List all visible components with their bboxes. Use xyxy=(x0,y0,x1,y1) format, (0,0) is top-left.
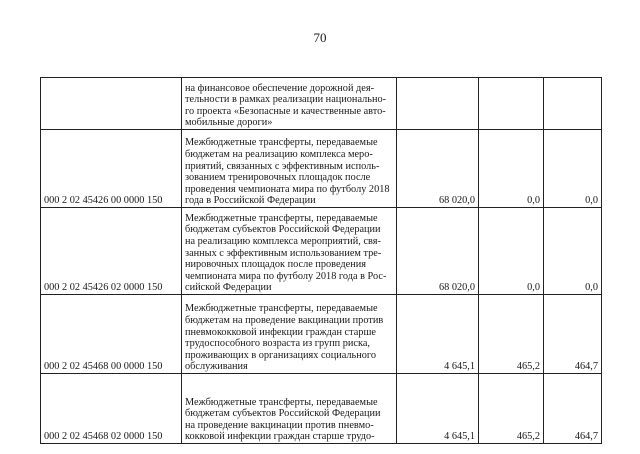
amount-2020-cell: 465,2 xyxy=(479,374,544,444)
description-cell xyxy=(182,374,397,444)
table-row xyxy=(41,295,602,374)
amount-2020-cell: 0,0 xyxy=(479,208,544,295)
amount-2021-cell xyxy=(544,78,602,130)
description-line: тельности в рамках реализации национально- xyxy=(185,94,387,106)
description-line: бюджетам на проведение вакцинации против xyxy=(185,315,384,327)
amount-2019-cell xyxy=(397,78,479,130)
budget-code-cell: 000 2 02 45426 02 0000 150 xyxy=(41,208,182,295)
table-row xyxy=(41,78,602,130)
description-line: пневмококковой инфекции граждан старше xyxy=(185,326,376,338)
description-line: на финансовое обеспечение дорожной дея- xyxy=(185,82,375,94)
description-line: трудоспособного возраста из групп риска, xyxy=(185,338,370,350)
table-row xyxy=(41,208,602,295)
description-line: го проекта «Безопасные и качественные авто- xyxy=(185,105,386,117)
amount-2021-cell: 464,7 xyxy=(544,374,602,444)
amount-2021-cell: 0,0 xyxy=(544,130,602,208)
description-line: проживающих в организациях социального xyxy=(185,349,376,361)
description-line: зованием тренировочных площадок после xyxy=(185,172,371,184)
description-line: мобильные дороги» xyxy=(185,117,273,129)
amount-2021-cell: 464,7 xyxy=(544,295,602,374)
description-line: кокковой инфекции граждан старше трудо- xyxy=(185,431,375,443)
description-line: обслуживания xyxy=(185,361,248,373)
table-row xyxy=(41,374,602,444)
description-line: Межбюджетные трансферты, передаваемые xyxy=(185,396,378,408)
budget-code-cell: 000 2 02 45468 00 0000 150 xyxy=(41,295,182,374)
budget-code-cell: 000 2 02 45468 02 0000 150 xyxy=(41,374,182,444)
description-line: Межбюджетные трансферты, передаваемые xyxy=(185,212,378,224)
page-number: 70 xyxy=(313,30,327,45)
description-line: Межбюджетные трансферты, передаваемые xyxy=(185,303,378,315)
description-line: бюджетам субъектов Российской Федерации xyxy=(185,408,381,420)
budget-code-cell: 000 2 02 45426 00 0000 150 xyxy=(41,130,182,208)
amount-2020-cell: 0,0 xyxy=(479,130,544,208)
table-row xyxy=(41,130,602,208)
description-line: бюджетам на реализацию комплекса меро- xyxy=(185,149,373,161)
description-cell xyxy=(182,78,397,130)
amount-2020-cell: 465,2 xyxy=(479,295,544,374)
description-line: Межбюджетные трансферты, передаваемые xyxy=(185,137,378,149)
description-cell xyxy=(182,130,397,208)
amount-2019-cell: 68 020,0 xyxy=(397,208,479,295)
description-line: бюджетам субъектов Российской Федерации xyxy=(185,224,381,236)
amount-2020-cell xyxy=(479,78,544,130)
amount-2021-cell: 0,0 xyxy=(544,208,602,295)
budget-code-cell xyxy=(41,78,182,130)
description-cell xyxy=(182,295,397,374)
amount-2019-cell: 4 645,1 xyxy=(397,295,479,374)
description-line: чемпионата мира по футболу 2018 года в Рос- xyxy=(185,270,387,282)
description-line: проведения чемпионата мира по футболу 2018 xyxy=(185,183,390,195)
description-line: на проведение вакцинации против пневмо- xyxy=(185,419,374,431)
budget-revenue-table xyxy=(40,77,602,444)
amount-2019-cell: 68 020,0 xyxy=(397,130,479,208)
description-line: приятий, связанных с эффективным исполь- xyxy=(185,160,380,172)
description-line: сийской Федерации xyxy=(185,282,272,294)
description-line: нировочных площадок после проведения xyxy=(185,259,366,271)
description-line: на реализацию комплекса мероприятий, свя- xyxy=(185,236,381,248)
description-line: занных с эффективным использованием тре- xyxy=(185,247,382,259)
description-line: года в Российской Федерации xyxy=(185,195,316,207)
amount-2019-cell: 4 645,1 xyxy=(397,374,479,444)
description-cell xyxy=(182,208,397,295)
